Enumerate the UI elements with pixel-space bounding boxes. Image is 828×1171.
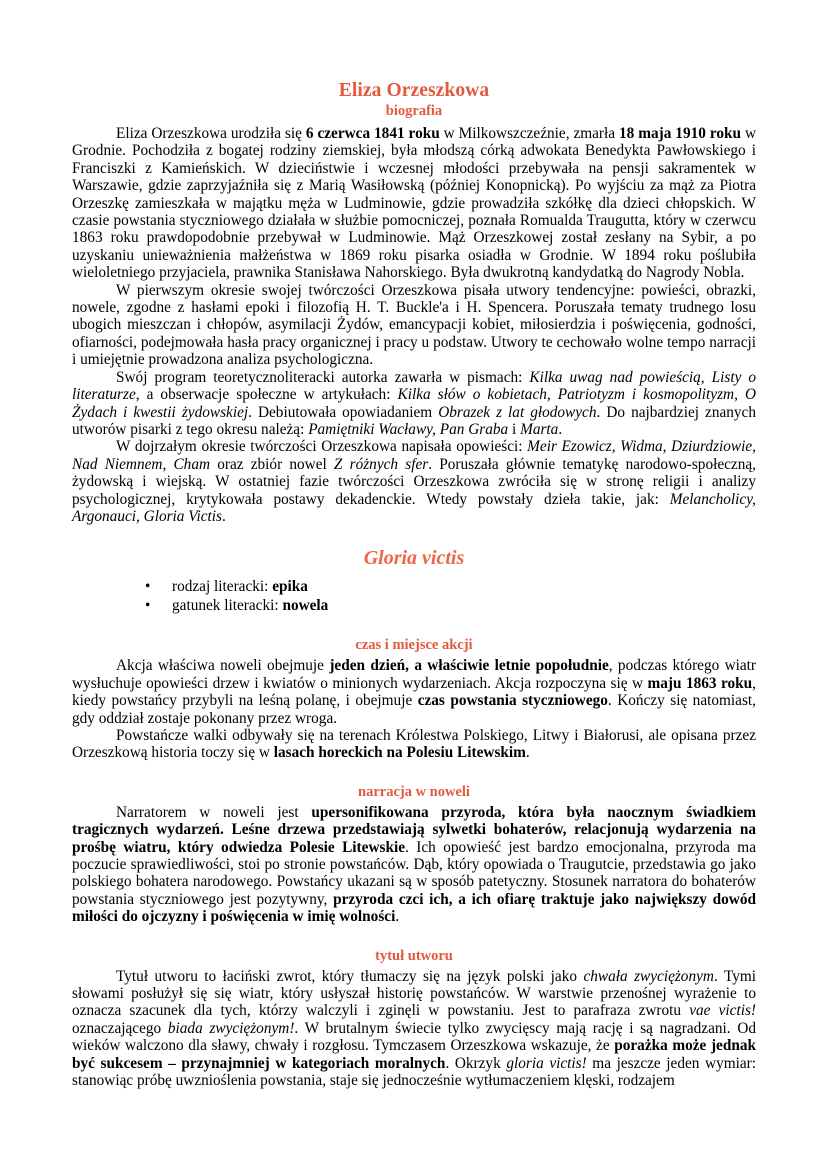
page-subtitle: biografia (385, 103, 443, 119)
list-item (72, 597, 756, 616)
time-place-paragraph-2: Powstańcze walki odbywały się na terenach Królestwa Polskiego, Litwy i Białorusi, ale opisana przez Orzeszkową historia toczy się w lasach horeckich na Polesiu Litewskim. (72, 726, 756, 762)
list-item-label: gatunek literacki: nowela (172, 596, 329, 614)
section-heading-time-place: czas i miejsce akcji (355, 637, 473, 654)
section-heading-title-meaning: tytuł utworu (375, 947, 453, 964)
narration-paragraph-1: Narratorem w noweli jest upersonifikowana przyroda, która była naocznym świadkiem tragicznych wydarzeń. Leśne drzewa przedstawiają sylwetki bohaterów, relacjonują wydarzenia na prośbę wiatru, który odwiedza Polesie Litewskie. Ich opowieść jest bardzo emocjonalna, przyroda ma poczucie sprawiedliwości, stoi po stronie powstańców. Dąb, który opowiada o Traugutcie, przedstawia go jako polskiego bohatera narodowego. Powstańcy ukazani są w sposób patetyczny. Stosunek narratora do bohaterów powstania styczniowego jest pozytywny, przyroda czci ich, a ich ofiarę traktuje jako największy dowód miłości do ojczyzny i poświęcenia w imię wolności. (72, 803, 757, 926)
biography-paragraph-3: Swój program teoretycznoliteracki autorka zawarła w pismach: Kilka uwag nad powieścią, Listy o literaturze, a obserwacje społeczne w artykułach: Kilka słów o kobietach, Patriotyzm i kosmopolityzm, O Żydach i kwestii żydowskiej. Debiutowała opowiadaniem Obrazek z lat głodowych. Do najbardziej znanych utworów pisarki z tego okresu należą: Pamiętniki Wacławy, Pan Graba i Marta. (72, 368, 756, 438)
time-place-paragraph-1: Akcja właściwa noweli obejmuje jeden dzień, a właściwie letnie popołudnie, podczas którego wiatr wysłuchuje opowieści drzew i kwiatów o minionych wydarzeniach. Akcja rozpoczyna się w maju 1863 roku, kiedy powstańcy przybyli na leśną polanę, i obejmuje czas powstania styczniowego. Kończy się natomiast, gdy oddział zostaje pokonany przez wroga. (72, 657, 757, 727)
work-title-heading: Gloria victis (363, 547, 465, 570)
bullet-icon: • (145, 578, 151, 596)
list-item-label: rodzaj literacki: epika (172, 578, 308, 596)
biography-paragraph-1: Eliza Orzeszkowa urodziła się 6 czerwca 1841 roku w Milkowszczeźnie, zmarła 18 maja 1910 roku w Grodnie. Pochodziła z bogatej rodziny ziemskiej, była młodszą córką adwokata Benedykta Pawłowskiego i Franciszki z Kamieńskich. W dzieciństwie i wczesnej młodości przebywała na pensji sakramentek w Warszawie, gdzie zaprzyjaźniła się z Marią Wasiłowską (później Konopnicką). Po wyjściu za mąż za Piotra Orzeszkę zamieszkała w majątku męża w Ludminowie, gdzie prowadziła szkółkę dla dzieci chłopskich. W czasie powstania styczniowego działała w służbie pomocniczej, poznała Romualda Traugutta, który w czerwcu 1863 roku prawdopodobnie przebywał w Ludminowie. Mąż Orzeszkowej został zesłany na Sybir, a po uzyskaniu unieważnienia małżeństwa w 1869 roku pisarka osiadła w Grodnie. W 1894 roku poślubiła wieloletniego przyjaciela, prawnika Stanisława Nahorskiego. Była dwukrotną kandydatką do Nagrody Nobla. (72, 125, 756, 282)
title-meaning-paragraph-1: Tytuł utworu to łaciński zwrot, który tłumaczy się na język polski jako chwała zwyciężonym. Tymi słowami posłużył się się wiatr, który usłyszał historię powstańców. W warstwie przenośnej wyrażenie to oznacza szacunek dla tych, którzy walczyli i zginęli w powstaniu. Jest to parafraza zwrotu vae victis! oznaczającego biada zwyciężonym!. W brutalnym świecie tylko zwycięscy mają rację i są nagradzani. Od wieków walczono dla sławy, chwały i rozgłosu. Tymczasem Orzeszkowa wskazuje, że porażka może jednak być sukcesem – przynajmniej w kategoriach moralnych. Okrzyk gloria victis! ma jeszcze jeden wymiar: stanowiąc próbę uwznioślenia powstania, staje się jednocześnie wytłumaczeniem klęski, rodzajem (72, 967, 757, 1090)
page-title: Eliza Orzeszkowa (338, 80, 490, 101)
work-facts-list (72, 578, 756, 615)
biography-paragraph-2: W pierwszym okresie swojej twórczości Orzeszkowa pisała utwory tendencyjne: powieści, obrazki, nowele, zgodne z hasłami epoki i filozofią H. T. Buckle'a i H. Spencera. Poruszała tematy trudnego losu ubogich mieszczan i chłopów, asymilacji Żydów, emancypacji kobiet, miłosierdzia i poświęcenia, godności, ofiarności, podejmowała hasła pracy organicznej i pracy u podstaw. Utwory te cechowało wolne tempo narracji i umiejętnie prowadzona analiza psychologiczna. (72, 281, 756, 369)
list-item (72, 578, 756, 597)
biography-paragraph-4: W dojrzałym okresie twórczości Orzeszkowa napisała opowieści: Meir Ezowicz, Widma, Dziurdziowie, Nad Niemnem, Cham oraz zbiór nowel Z różnych sfer. Poruszała głównie tematykę narodowo-społeczną, żydowską i wiejską. W ostatniej fazie twórczości Orzeszkowa zwróciła się w stronę religii i analizy psychologicznej, krytykowała postawy dekadenckie. Wtedy powstały dzieła takie, jak: Melancholicy, Argonauci, Gloria Victis. (72, 438, 756, 525)
section-heading-narration: narracja w noweli (358, 783, 470, 800)
bullet-icon: • (145, 596, 151, 614)
